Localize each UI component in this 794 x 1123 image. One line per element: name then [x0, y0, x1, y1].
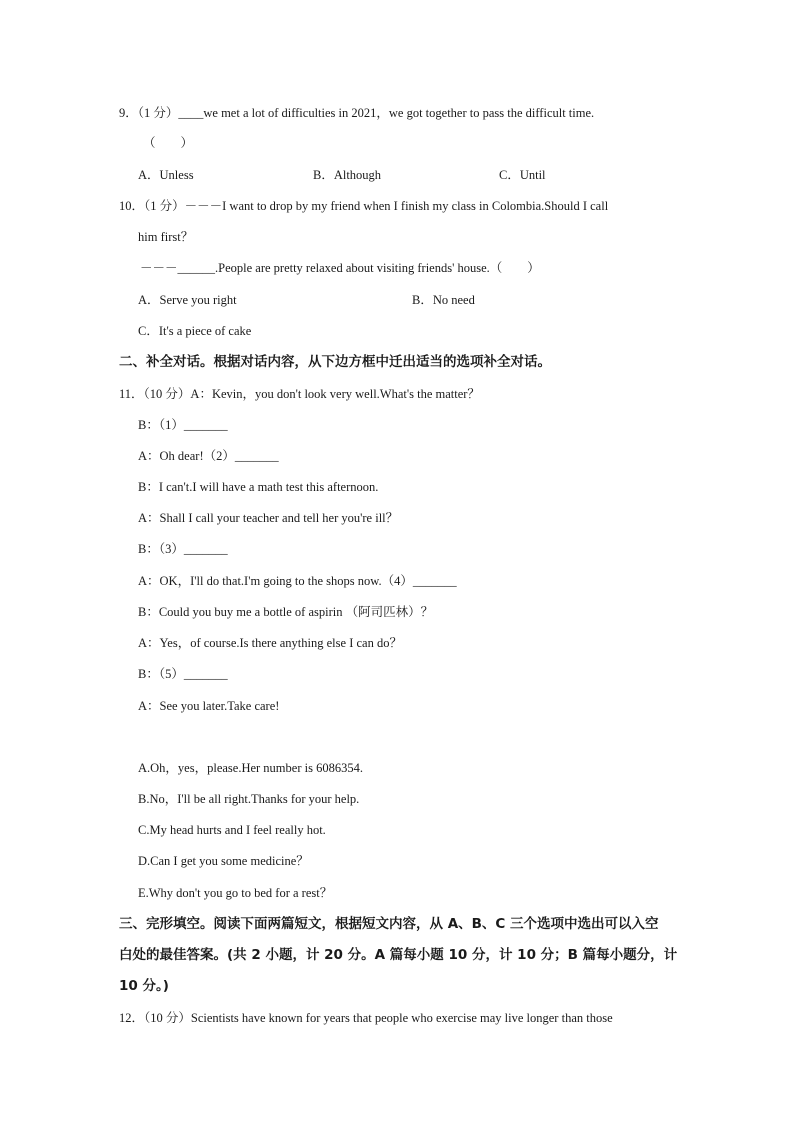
q9-stem: 9．（1 分）____we met a lot of difficulties in 2021，we got together to pass the difficult time.: [119, 106, 595, 120]
q10-stem: 10．（1 分）－－－I want to drop by my friend when I finish my class in Colombia.Should I call: [119, 199, 609, 213]
q11-dialog-line: A：OK，I'll do that.I'm going to the shops now.（4）_______: [138, 574, 457, 588]
q11-choice-a: A.Oh，yes，please.Her number is 6086354.: [138, 761, 363, 775]
section-3-heading: 三、完形填空。阅读下面两篇短文，根据短文内容，从 A、B、C 三个选项中选出可以入空: [119, 916, 659, 932]
q11-dialog-line: A：Oh dear!（2）_______: [138, 449, 279, 463]
q11-dialog-line: A：See you later.Take care!: [138, 699, 280, 713]
q9-option-b: B．Although: [313, 168, 382, 182]
q9-option-a: A．Unless: [138, 168, 194, 182]
q11-dialog-line: A：Yes，of course.Is there anything else I can do？: [138, 636, 402, 650]
q10-option-b: B．No need: [412, 293, 475, 307]
q11-choice-e: E.Why don't you go to bed for a rest？: [138, 886, 333, 900]
section-3-heading-cont: 白处的最佳答案。(共 2 小题，计 20 分。A 篇每小题 10 分，计 10 分；B 篇每小题分，计: [119, 947, 678, 963]
q11-dialog-line: B：（3）_______: [138, 542, 228, 556]
q11-dialog-line: B：Could you buy me a bottle of aspirin （阿司匹林）？: [138, 605, 434, 619]
q11-dialog-line: B：（1）_______: [138, 418, 228, 432]
q11-dialog-line: 11．（10 分）A：Kevin，you don't look very well.What's the matter？: [119, 387, 480, 401]
q11-dialog-line: A：Shall I call your teacher and tell her you're ill？: [138, 511, 399, 525]
q9-answer-paren: （ ）: [143, 136, 194, 150]
q10-stem-cont: him first？: [138, 230, 194, 244]
q11-dialog-line: B：（5）_______: [138, 667, 228, 681]
section-3-heading-cont: 10 分。): [119, 978, 169, 994]
q11-dialog-line: B：I can't.I will have a math test this afternoon.: [138, 480, 379, 494]
q12-stem: 12．（10 分）Scientists have known for years that people who exercise may live longer than those: [119, 1011, 613, 1025]
q11-choice-d: D.Can I get you some medicine？: [138, 854, 309, 868]
q10-option-c: C．It's a piece of cake: [138, 324, 252, 338]
q10-reply: －－－______.People are pretty relaxed about visiting friends' house.（ ）: [140, 261, 540, 275]
section-2-heading: 二、补全对话。根据对话内容，从下边方框中迁出适当的选项补全对话。: [119, 354, 551, 370]
q11-choice-b: B.No，I'll be all right.Thanks for your help.: [138, 792, 360, 806]
q9-option-c: C．Until: [499, 168, 546, 182]
q10-option-a: A．Serve you right: [138, 293, 237, 307]
q11-choice-c: C.My head hurts and I feel really hot.: [138, 823, 326, 837]
